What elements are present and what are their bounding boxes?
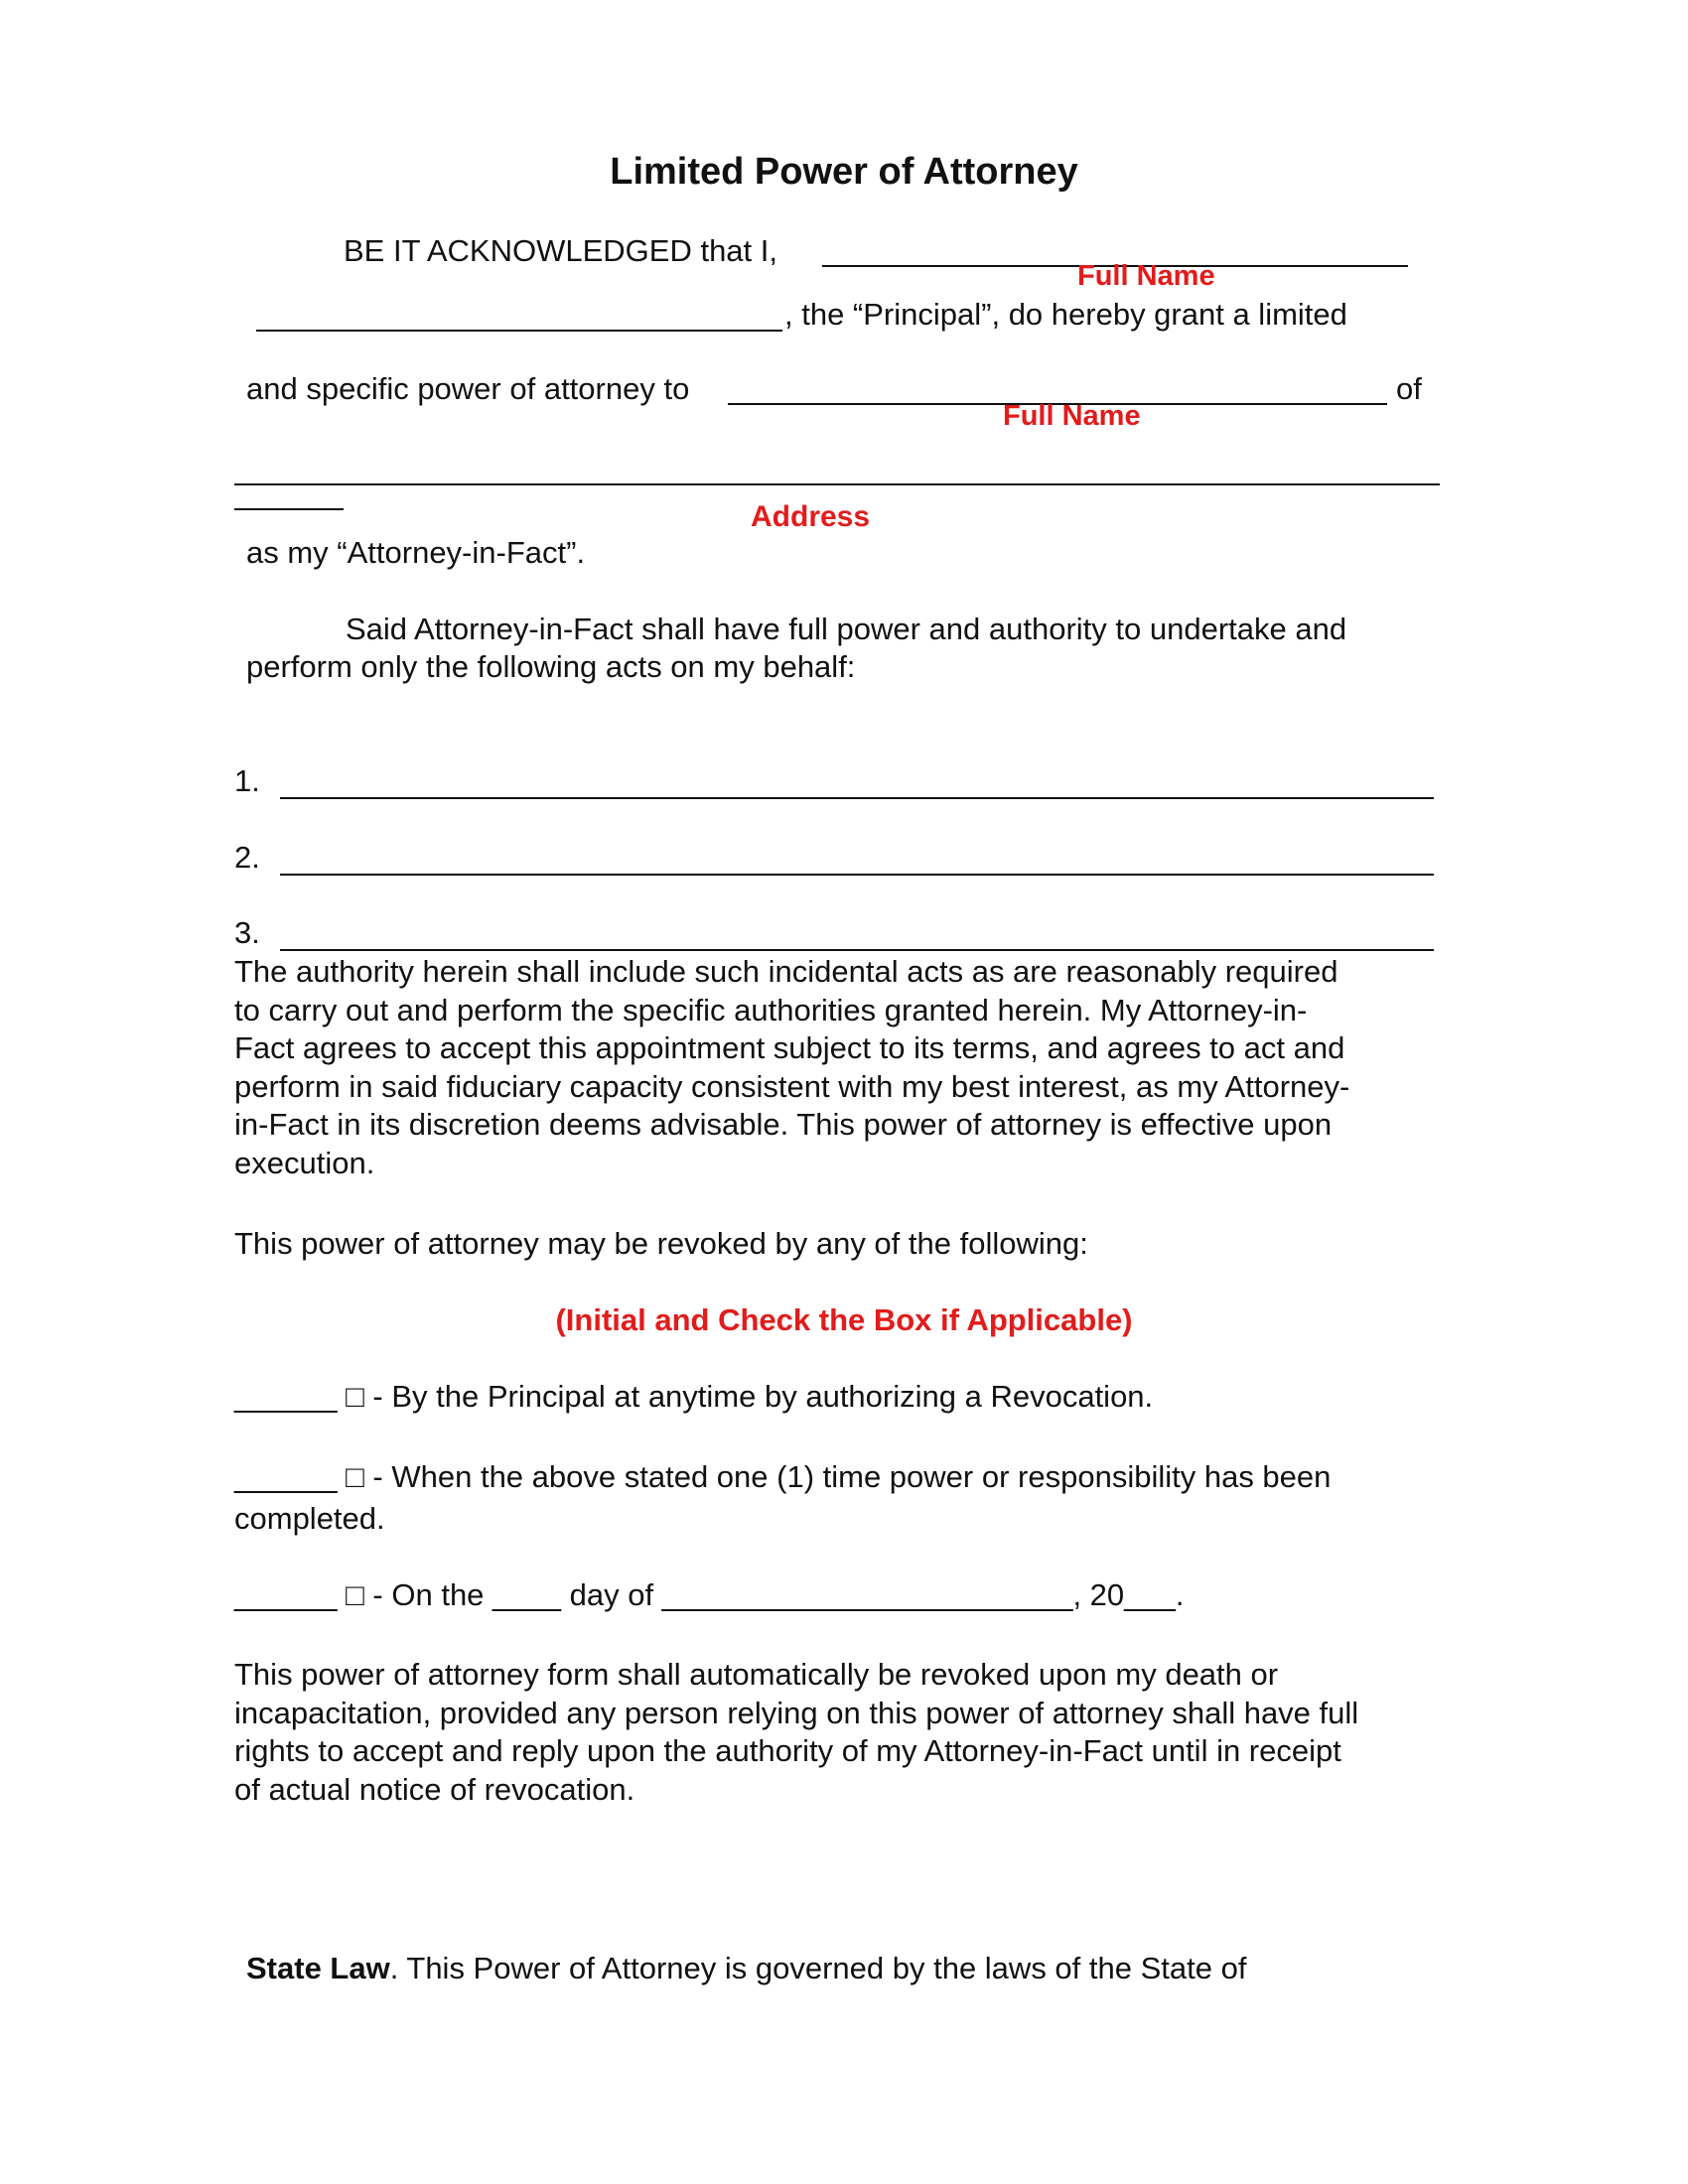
state-law-clause [246, 1950, 1246, 1987]
document-title: Limited Power of Attorney [610, 151, 1078, 193]
option-text: - By the Principal at anytime by authorizing a Revocation. [363, 1379, 1154, 1414]
authority-line: The authority herein shall include such incidental acts as are reasonably required [234, 954, 1338, 989]
intro-line-2: , the “Principal”, do hereby grant a limited [784, 297, 1347, 332]
initial-blank[interactable]: ______ [234, 1459, 338, 1494]
initial-blank[interactable]: ______ [234, 1577, 338, 1612]
act-line-1[interactable] [280, 797, 1434, 799]
authority-line: in-Fact in its discretion deems advisable. This power of attorney is effective upon [234, 1107, 1333, 1142]
intro-of: of [1396, 371, 1422, 406]
authority-line: perform in said fiduciary capacity consistent with my best interest, as my Attorney- [234, 1068, 1350, 1104]
auto-revocation-paragraph [234, 1656, 1456, 1809]
checkbox-icon[interactable]: □ [346, 1577, 364, 1612]
revocation-intro: This power of attorney may be revoked by any of the following: [234, 1226, 1088, 1261]
auto-revocation-line: This power of attorney form shall automatically be revoked upon my death or [234, 1657, 1279, 1692]
authority-line: to carry out and perform the specific authorities granted herein. My Attorney-in- [234, 992, 1308, 1027]
revocation-option-2-continued: completed. [234, 1501, 385, 1536]
act-number-2: 2. [234, 840, 260, 875]
revocation-option-3 [234, 1576, 1185, 1614]
initial-blank[interactable]: ______ [234, 1379, 338, 1414]
authority-paragraph [234, 953, 1456, 1182]
address-line-wrap[interactable] [234, 508, 344, 510]
auto-revocation-line: rights to accept and reply upon the authority of my Attorney-in-Fact until in receipt [234, 1733, 1341, 1768]
acts-intro-line-1: Said Attorney-in-Fact shall have full power and authority to undertake and [346, 612, 1347, 646]
option-text: - On the ____ day of ________________________, 20___. [363, 1577, 1185, 1612]
checkbox-icon[interactable]: □ [346, 1379, 364, 1414]
act-line-2[interactable] [280, 874, 1434, 876]
auto-revocation-line: incapacitation, provided any person relying on this power of attorney shall have full [234, 1695, 1359, 1730]
auto-revocation-line: of actual notice of revocation. [234, 1771, 635, 1807]
revocation-option-1 [234, 1378, 1153, 1416]
address-label: Address [751, 500, 871, 533]
principal-name-line-2[interactable] [256, 330, 782, 332]
intro-line-3: and specific power of attorney to [246, 371, 690, 406]
authority-line: execution. [234, 1145, 375, 1180]
address-line[interactable] [234, 483, 1440, 485]
act-number-3: 3. [234, 915, 260, 950]
principal-full-name-label: Full Name [1077, 260, 1215, 292]
authority-line: Fact agrees to accept this appointment subject to its terms, and agrees to act and [234, 1030, 1345, 1065]
revocation-instruction: (Initial and Check the Box if Applicable) [555, 1302, 1133, 1337]
state-law-heading: State Law [246, 1951, 390, 1985]
act-number-1: 1. [234, 763, 260, 798]
state-law-text: . This Power of Attorney is governed by the laws of the State of [389, 1951, 1247, 1985]
revocation-option-2 [234, 1458, 1331, 1496]
attorney-full-name-label: Full Name [1003, 400, 1141, 432]
intro-line-1: BE IT ACKNOWLEDGED that I, [344, 233, 777, 268]
checkbox-icon[interactable]: □ [346, 1459, 364, 1494]
intro-line-5: as my “Attorney-in-Fact”. [246, 535, 586, 570]
act-line-3[interactable] [280, 949, 1434, 951]
acts-intro-line-2: perform only the following acts on my behalf: [246, 649, 856, 684]
option-text: - When the above stated one (1) time power or responsibility has been [363, 1459, 1332, 1494]
